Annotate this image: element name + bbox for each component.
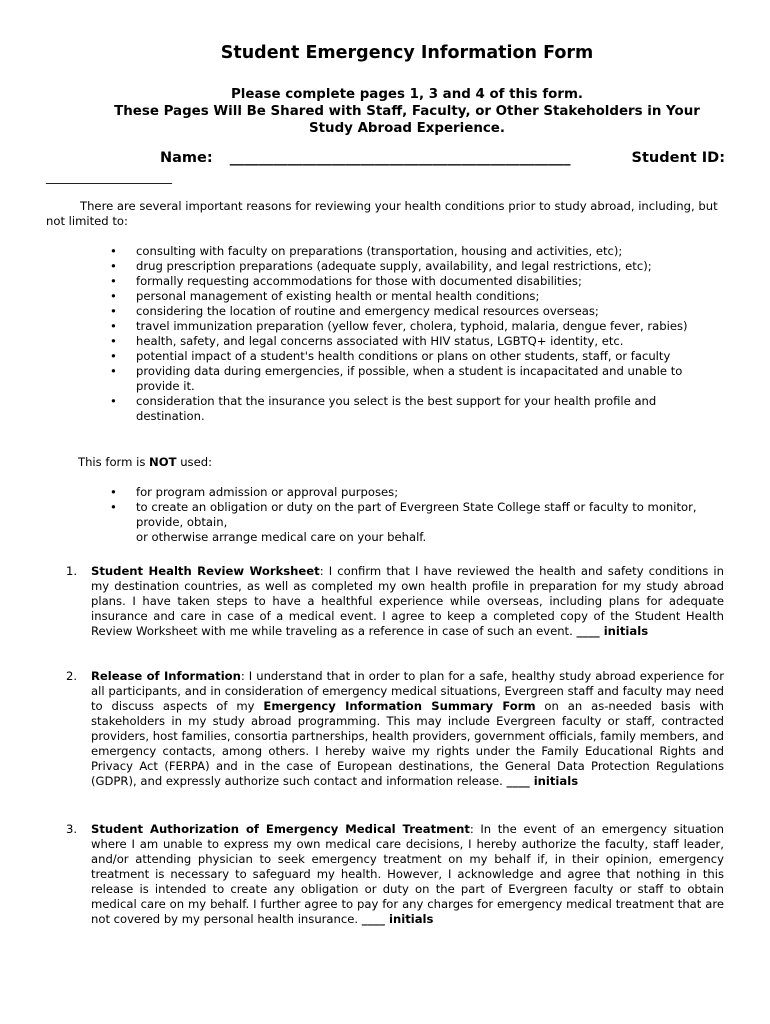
- name-blank[interactable]: _______________________________________________: [229, 150, 571, 166]
- list-item: • travel immunization preparation (yellow fever, cholera, typhoid, malaria, dengue fever, rabies): [110, 319, 688, 333]
- initials-blank[interactable]: ____ initials: [361, 912, 434, 926]
- list-item: • providing data during emergencies, if possible, when a student is incapacitated and unable to provide it.: [110, 364, 683, 393]
- not-used-list: [110, 485, 720, 545]
- item-heading: Release of Information: [91, 669, 241, 683]
- bullet: •: [110, 274, 117, 288]
- reasons-list: [110, 244, 720, 424]
- item-health-review: 1. Student Health Review Worksheet: I confirm that I have reviewed the health and safety conditions in my destination countries, as well as completed my own health profile in preparation for my study abroad plans. I have taken steps to have a healthful experience while overseas, including plans for adequate insurance and care in case of a medical event. I agree to keep a completed copy of the Student Health Review Worksheet with me while traveling as a reference in case of such an event. ____ initials: [66, 564, 724, 638]
- not-emphasis: NOT: [149, 455, 177, 469]
- bullet: •: [110, 394, 117, 408]
- list-item: • to create an obligation or duty on the part of Evergreen State College staff or faculty to monitor, provide, obtain, or otherwise arrange medical care on your behalf.: [110, 500, 697, 544]
- not-used-continuation: or otherwise arrange medical care on your behalf.: [136, 530, 427, 544]
- intro-paragraph: There are several important reasons for reviewing your health conditions prior to study abroad, including, but not limited to:: [46, 199, 718, 228]
- list-item: • consideration that the insurance you select is the best support for your health profile and destination.: [110, 394, 657, 423]
- bullet: •: [110, 304, 117, 318]
- student-id-blank[interactable]: _____________________: [46, 170, 172, 184]
- initials-blank[interactable]: ____ initials: [506, 774, 579, 788]
- list-item: • potential impact of a student's health conditions or plans on other students, staff, or faculty: [110, 349, 671, 363]
- item-heading: Student Health Review Worksheet: [91, 564, 320, 578]
- list-item: • personal management of existing health or mental health conditions;: [110, 289, 540, 303]
- item-release-of-information: 2. Release of Information: I understand that in order to plan for a safe, healthy study abroad experience for all participants, and in consideration of emergency medical situations, Evergreen staff and faculty may need to discuss aspects of my Emergency Information Summary Form on an as-needed basis with stakeholders in my study abroad programming. This may include Evergreen faculty or staff, contracted providers, host families, consortia partnerships, health providers, government officials, family members, and emergency contacts, among others. I hereby waive my rights under the Family Educational Rights and Privacy Act (FERPA) and in the case of European destinations, the General Data Protection Regulations (GDPR), and expressly authorize such contact and information release. ____ initials: [66, 669, 725, 788]
- list-item: • drug prescription preparations (adequate supply, availability, and legal restrictions, etc);: [110, 259, 652, 273]
- name-row: [160, 151, 725, 166]
- subtitle-line-2: These Pages Will Be Shared with Staff, Faculty, or Other Stakeholders in Your: [114, 104, 700, 119]
- list-item: • considering the location of routine and emergency medical resources overseas;: [110, 304, 599, 318]
- bullet: •: [110, 500, 117, 514]
- bullet: •: [110, 289, 117, 303]
- list-item: • formally requesting accommodations for those with documented disabilities;: [110, 274, 582, 288]
- bullet: •: [110, 319, 117, 333]
- bullet: •: [110, 334, 117, 348]
- bullet: •: [110, 244, 117, 258]
- list-item: • for program admission or approval purposes;: [110, 485, 399, 499]
- form-title: Student Emergency Information Form: [220, 43, 594, 63]
- summary-form-emphasis: Emergency Information Summary Form: [263, 699, 536, 713]
- initials-blank[interactable]: ____ initials: [576, 624, 649, 638]
- subtitle-line-3: Study Abroad Experience.: [309, 121, 505, 136]
- not-used-intro: This form is NOT used:: [78, 455, 212, 469]
- bullet: •: [110, 349, 117, 363]
- student-id-label: Student ID:: [631, 150, 725, 166]
- bullet: •: [110, 485, 117, 499]
- item-heading: Student Authorization of Emergency Medical Treatment: [91, 822, 470, 836]
- bullet: •: [110, 364, 117, 378]
- bullet: •: [110, 259, 117, 273]
- name-label: Name:: [160, 150, 213, 166]
- item-emergency-treatment: 3. Student Authorization of Emergency Medical Treatment: In the event of an emergency situation where I am unable to express my own medical care decisions, I hereby authorize the faculty, staff leader, and/or attending physician to seek emergency treatment on my behalf if, in their opinion, emergency treatment is necessary to safeguard my health. However, I acknowledge and agree that nothing in this release is intended to create any obligation or duty on the part of Evergreen faculty or staff to obtain medical care on my behalf. I further agree to pay for any charges for emergency medical treatment that are not covered by my personal health insurance. ____ initials: [66, 822, 725, 926]
- list-item: • consulting with faculty on preparations (transportation, housing and activities, etc);: [110, 244, 623, 258]
- subtitle-line-1: Please complete pages 1, 3 and 4 of this form.: [230, 87, 583, 102]
- list-item: • health, safety, and legal concerns associated with HIV status, LGBTQ+ identity, etc.: [110, 334, 624, 348]
